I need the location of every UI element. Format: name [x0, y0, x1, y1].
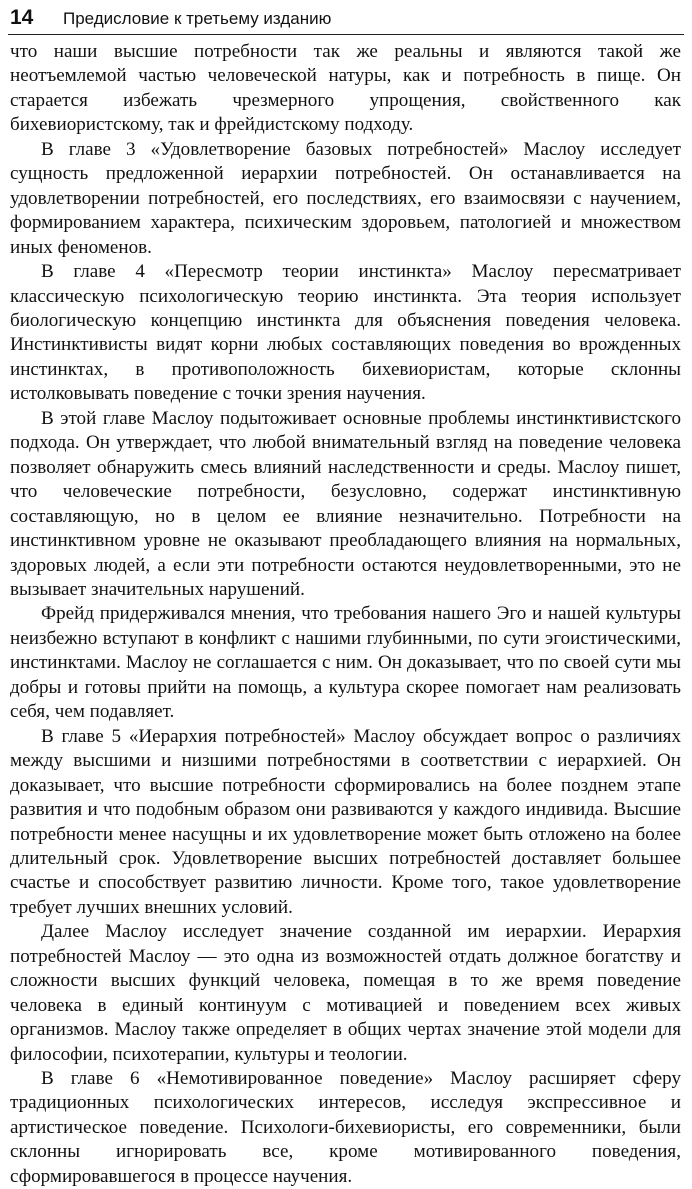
running-title: Предисловие к третьему изданию — [63, 9, 332, 28]
paragraph-continued: что наши высшие потребности так же реальны и являются такой же неотъемлемой частью человеческой натуры, как и потребность в пище. Он старается избежать чрезмерного упрощения, свойственного как бихевиористскому, так и фрейдистскому подходу. — [10, 41, 681, 136]
paragraph-chapter-6: В главе 6 «Немотивированное поведение» Маслоу расширяет сферу традиционных психологических интересов, исследуя экспрессивное и артистическое поведение. Психологи-бихевиористы, его современники, были склонны игнорировать все, кроме мотивированного поведения, сформировавшегося в процессе научения. — [10, 1068, 681, 1187]
paragraph-chapter-4: В главе 4 «Пересмотр теории инстинкта» Маслоу пересматривает классическую психологическую теорию инстинкта. Эта теория использует биологическую концепцию инстинкта для объяснения поведения человека. Инстинктивисты видят корни любых составляющих поведения во врожденных инстинктах, в противоположность бихевиористам, которые склонны истолковывать поведение с точки зрения научения. — [10, 261, 681, 405]
body-text — [10, 40, 681, 1189]
paragraph-freud: Фрейд придерживался мнения, что требования нашего Эго и нашей культуры неизбежно вступают в конфликт с нашими глубинными, по сути эгоистическими, инстинктами. Маслоу не соглашается с ним. Он доказывает, что по своей сути мы добры и готовы прийти на помощь, а культура скорее помогает нам реализовать себя, чем подавляет. — [10, 603, 681, 723]
paragraph-instinct-summary: В этой главе Маслоу подытоживает основные проблемы инстинктивистского подхода. Он утверждает, что любой внимательный взгляд на поведение человека позволяет обнаружить смесь влияний наследственности и среды. Маслоу пишет, что человеческие потребности, безусловно, содержат инстинктивную составляющую, но в целом ее влияние незначительно. Потребности на инстинктивном уровне не оказывают преобладающего влияния на нормальных, здоровых людей, а если эти потребности остаются неудовлетворенными, это не вызывает значительных нарушений. — [10, 407, 681, 600]
paragraph-hierarchy-meaning: Далее Маслоу исследует значение созданной им иерархии. Иерархия потребностей Маслоу — это одна из возможностей отдать должное богатству и сложности высших функций человека, помещая в то же время поведение человека в единый континуум с мотивацией и поведением всех живых организмов. Маслоу также определяет в общих чертах значение этой модели для философии, психотерапии, культуры и теологии. — [10, 921, 681, 1065]
paragraph-chapter-3: В главе 3 «Удовлетворение базовых потребностей» Маслоу исследует сущность предложенной иерархии потребностей. Он останавливается на удовлетворении потребностей, его последствиях, его взаимосвязи с научением, формированием характера, психическим здоровьем, патологией и множеством иных феноменов. — [10, 138, 681, 258]
paragraph-chapter-5: В главе 5 «Иерархия потребностей» Маслоу обсуждает вопрос о различиях между высшими и низшими потребностями в соответствии с иерархией. Он доказывает, что высшие потребности сформировались на более позднем этапе развития и что подобным образом они развиваются у каждого индивида. Высшие потребности менее насущны и их удовлетворение может быть отложено на более длительный срок. Удовлетворение высших потребностей доставляет большее счастье и способствует развитию личности. Кроме того, такое удовлетворение требует лучших внешних условий. — [10, 725, 681, 918]
page-header — [8, 0, 684, 35]
page-number: 14 — [10, 6, 34, 29]
